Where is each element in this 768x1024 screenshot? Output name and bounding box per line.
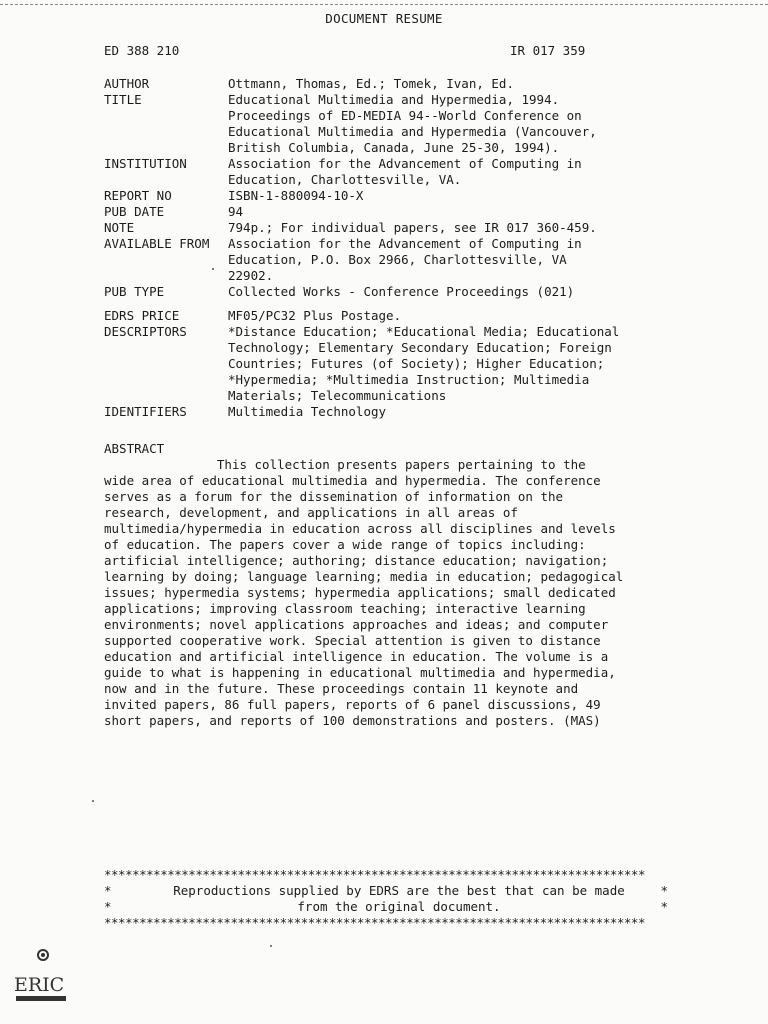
field-label: AVAILABLE FROM — [104, 236, 210, 251]
field-label: PUB TYPE — [104, 284, 165, 299]
eric-logo — [12, 948, 70, 1004]
scan-speck — [270, 945, 272, 947]
scan-speck — [92, 800, 94, 802]
notice-text-1: Reproductions supplied by EDRS are the best that can be made — [173, 883, 625, 898]
field-value: MF05/PC32 Plus Postage. — [228, 308, 402, 323]
notice-line-1 — [104, 883, 668, 899]
field-label: EDRS PRICE — [104, 308, 180, 323]
field-label: TITLE — [104, 92, 142, 107]
field-label: IDENTIFIERS — [104, 404, 187, 419]
field-available-from — [104, 236, 664, 284]
top-rule — [0, 4, 768, 5]
document-title: DOCUMENT RESUME — [325, 11, 443, 26]
scan-speck — [212, 268, 214, 270]
field-value: Multimedia Technology — [228, 404, 387, 419]
star-left: * — [104, 899, 112, 914]
field-value: Association for the Advancement of Computing in Education, P.O. Box 2966, Charlottesville, VA 22902. — [228, 236, 582, 283]
field-report-no — [104, 188, 664, 204]
abstract-label: ABSTRACT — [104, 441, 165, 456]
field-label: INSTITUTION — [104, 156, 187, 171]
ed-number: ED 388 210 — [104, 43, 180, 58]
bibliographic-fields — [104, 76, 664, 420]
field-value: Collected Works - Conference Proceedings (021) — [228, 284, 575, 299]
abstract-text: This collection presents papers pertaining to the wide area of educational multimedia and hypermedia. The conference serves as a forum for the dissemination of information on the research, development, and applications in all areas of multimedia/hypermedia in education across all disciplines and levels of education. The papers cover a wide range of topics including: artificial intelligence; authoring; distance education; navigation; learning by doing; language learning; media in education; pedagogical issues; hypermedia systems; hypermedia applications; small dedicated applications; improving classroom teaching; interactive learning environments; novel applications approaches and ideas; and computer supported cooperative work. Special attention is given to distance education and artificial intelligence in education. The volume is a guide to what is happening in educational multimedia and hypermedia, now and in the future. These proceedings contain 11 keynote and invited papers, 86 full papers, reports of 6 panel discussions, 49 short papers, and reports of 100 demonstrations and posters. (MAS) — [104, 457, 624, 728]
field-author — [104, 76, 664, 92]
field-label: NOTE — [104, 220, 135, 235]
field-edrs-price — [104, 308, 664, 324]
field-value: ISBN-1-880094-10-X — [228, 188, 364, 203]
field-pub-type — [104, 284, 664, 300]
field-value: 794p.; For individual papers, see IR 017 360-459. — [228, 220, 597, 235]
field-label: REPORT NO — [104, 188, 172, 203]
star-left: * — [104, 883, 112, 898]
field-value: 94 — [228, 204, 244, 219]
notice-text-2: from the original document. — [297, 899, 501, 914]
star-right: * — [660, 899, 668, 914]
field-pub-date — [104, 204, 664, 220]
field-descriptors — [104, 324, 664, 404]
star-border-top: ***************************************************************************** — [104, 867, 645, 882]
field-label: PUB DATE — [104, 204, 165, 219]
ir-number: IR 017 359 — [510, 43, 586, 58]
field-value: Ottmann, Thomas, Ed.; Tomek, Ivan, Ed. — [228, 76, 514, 91]
field-note — [104, 220, 664, 236]
field-value: Educational Multimedia and Hypermedia, 1994. Proceedings of ED-MEDIA 94--World Conference on Educational Multimedia and Hypermedia (Vancouver, British Columbia, Canada, June 25-30, 1994). — [228, 92, 597, 155]
notice-line-2 — [104, 899, 668, 915]
field-institution — [104, 156, 664, 188]
field-value: Association for the Advancement of Computing in Education, Charlottesville, VA. — [228, 156, 582, 187]
star-right: * — [660, 883, 668, 898]
field-label: AUTHOR — [104, 76, 150, 91]
field-title — [104, 92, 664, 156]
svg-text:ERIC: ERIC — [14, 974, 65, 996]
reproduction-notice — [104, 867, 668, 931]
field-label: DESCRIPTORS — [104, 324, 187, 339]
star-border-bottom: ***************************************************************************** — [104, 915, 645, 930]
field-identifiers — [104, 404, 664, 420]
field-value: *Distance Education; *Educational Media; Educational Technology; Elementary Secondary Education; Foreign Countries; Futures (of Society); Higher Education; *Hypermedia; *Multimedia Instruction; Multimedia Materials; Telecommunications — [228, 324, 620, 403]
